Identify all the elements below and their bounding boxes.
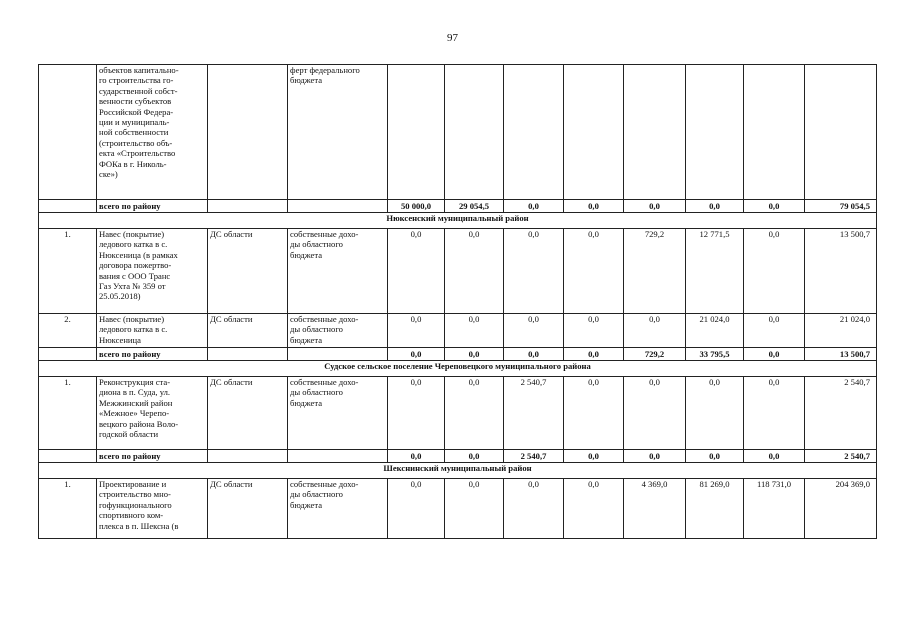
customer-cell: ДС области xyxy=(208,314,288,348)
value-cell: 0,0 xyxy=(744,450,805,463)
value-cell xyxy=(805,65,877,200)
value-cell: 0,0 xyxy=(504,200,564,213)
value-cell: 0,0 xyxy=(744,348,805,361)
total-row xyxy=(39,200,877,213)
value-cell: 12 771,5 xyxy=(686,229,744,314)
value-cell: 79 054,5 xyxy=(805,200,877,213)
total-label: всего по району xyxy=(97,450,208,463)
funding-source-cell xyxy=(288,450,388,463)
value-cell: 0,0 xyxy=(624,377,686,450)
section-title: Шекснинский муниципальный район xyxy=(39,463,877,479)
value-cell: 0,0 xyxy=(744,229,805,314)
value-cell: 4 369,0 xyxy=(624,479,686,539)
customer-cell: ДС области xyxy=(208,229,288,314)
value-cell: 0,0 xyxy=(388,348,445,361)
table-row xyxy=(39,65,877,200)
row-number-cell: 2. xyxy=(39,314,97,348)
value-cell xyxy=(504,65,564,200)
table-row xyxy=(39,314,877,348)
customer-cell xyxy=(208,200,288,213)
value-cell: 2 540,7 xyxy=(504,377,564,450)
object-name-cell: Навес (покрытие) ледового катка в с. Нюксеница (в рамках договора пожертво- вания с ООО Транс Газ Ухта № 359 от 25.05.2018) xyxy=(97,229,208,314)
funding-source-cell: собственные дохо- ды областного бюджета xyxy=(288,314,388,348)
customer-cell: ДС области xyxy=(208,377,288,450)
value-cell: 729,2 xyxy=(624,348,686,361)
row-number-cell xyxy=(39,450,97,463)
funding-source-cell xyxy=(288,200,388,213)
value-cell: 0,0 xyxy=(744,377,805,450)
value-cell: 0,0 xyxy=(388,450,445,463)
page-number: 97 xyxy=(447,32,458,44)
value-cell: 0,0 xyxy=(445,479,504,539)
value-cell: 13 500,7 xyxy=(805,229,877,314)
total-label: всего по району xyxy=(97,348,208,361)
value-cell: 0,0 xyxy=(388,377,445,450)
row-number-cell: 1. xyxy=(39,479,97,539)
value-cell: 0,0 xyxy=(504,314,564,348)
value-cell: 81 269,0 xyxy=(686,479,744,539)
value-cell: 0,0 xyxy=(564,348,624,361)
value-cell: 0,0 xyxy=(445,314,504,348)
funding-source-cell xyxy=(288,348,388,361)
value-cell: 2 540,7 xyxy=(805,377,877,450)
funding-source-cell: ферт федерального бюджета xyxy=(288,65,388,200)
value-cell: 0,0 xyxy=(504,479,564,539)
value-cell: 13 500,7 xyxy=(805,348,877,361)
value-cell: 0,0 xyxy=(504,229,564,314)
value-cell: 729,2 xyxy=(624,229,686,314)
value-cell: 0,0 xyxy=(504,348,564,361)
value-cell: 0,0 xyxy=(686,200,744,213)
value-cell: 204 369,0 xyxy=(805,479,877,539)
object-name-cell: Навес (покрытие) ледового катка в с. Нюксеница xyxy=(97,314,208,348)
total-row xyxy=(39,450,877,463)
customer-cell xyxy=(208,65,288,200)
section-row xyxy=(39,463,877,479)
customer-cell xyxy=(208,450,288,463)
funding-source-cell: собственные дохо- ды областного бюджета xyxy=(288,377,388,450)
value-cell: 118 731,0 xyxy=(744,479,805,539)
object-name-cell: Реконструкция ста- диона в п. Суда, ул. Межжинский район «Межное» Черепо- вецкого района Воло- годской области xyxy=(97,377,208,450)
value-cell: 0,0 xyxy=(445,348,504,361)
value-cell: 0,0 xyxy=(564,450,624,463)
value-cell: 0,0 xyxy=(744,200,805,213)
section-row xyxy=(39,361,877,377)
value-cell: 0,0 xyxy=(564,229,624,314)
row-number-cell xyxy=(39,348,97,361)
total-label: всего по району xyxy=(97,200,208,213)
section-title: Судское сельское поселение Череповецкого муниципального района xyxy=(39,361,877,377)
section-row xyxy=(39,213,877,229)
value-cell xyxy=(686,65,744,200)
object-name-cell: объектов капитально- го строительства го- сударственной собст- венности субъектов Российской Федера- ции и муниципаль- ной собственности (строительство объ- екта «Строительство ФОКа в г. Николь- ске») xyxy=(97,65,208,200)
value-cell: 33 795,5 xyxy=(686,348,744,361)
value-cell: 0,0 xyxy=(388,479,445,539)
value-cell: 21 024,0 xyxy=(686,314,744,348)
value-cell xyxy=(744,65,805,200)
budget-table xyxy=(38,64,877,539)
table-row xyxy=(39,229,877,314)
value-cell xyxy=(624,65,686,200)
value-cell: 0,0 xyxy=(624,200,686,213)
table-row xyxy=(39,377,877,450)
value-cell xyxy=(564,65,624,200)
row-number-cell: 1. xyxy=(39,229,97,314)
value-cell: 0,0 xyxy=(388,229,445,314)
value-cell: 50 000,0 xyxy=(388,200,445,213)
value-cell: 0,0 xyxy=(445,450,504,463)
funding-source-cell: собственные дохо- ды областного бюджета xyxy=(288,229,388,314)
value-cell: 0,0 xyxy=(388,314,445,348)
customer-cell: ДС области xyxy=(208,479,288,539)
value-cell xyxy=(388,65,445,200)
table-row xyxy=(39,479,877,539)
value-cell: 0,0 xyxy=(445,229,504,314)
row-number-cell: 1. xyxy=(39,377,97,450)
value-cell: 0,0 xyxy=(564,479,624,539)
row-number-cell xyxy=(39,200,97,213)
value-cell: 0,0 xyxy=(564,200,624,213)
value-cell: 0,0 xyxy=(686,450,744,463)
value-cell: 0,0 xyxy=(624,450,686,463)
total-row xyxy=(39,348,877,361)
value-cell: 2 540,7 xyxy=(805,450,877,463)
value-cell: 0,0 xyxy=(686,377,744,450)
value-cell: 0,0 xyxy=(624,314,686,348)
object-name-cell: Проектирование и строительство мно- гофункционального спортивного ком- плекса в п. Шексна (в xyxy=(97,479,208,539)
value-cell: 0,0 xyxy=(564,314,624,348)
value-cell: 0,0 xyxy=(744,314,805,348)
value-cell: 0,0 xyxy=(445,377,504,450)
value-cell: 21 024,0 xyxy=(805,314,877,348)
value-cell xyxy=(445,65,504,200)
value-cell: 29 054,5 xyxy=(445,200,504,213)
section-title: Нюксенский муниципальный район xyxy=(39,213,877,229)
value-cell: 2 540,7 xyxy=(504,450,564,463)
value-cell: 0,0 xyxy=(564,377,624,450)
customer-cell xyxy=(208,348,288,361)
row-number-cell xyxy=(39,65,97,200)
funding-source-cell: собственные дохо- ды областного бюджета xyxy=(288,479,388,539)
